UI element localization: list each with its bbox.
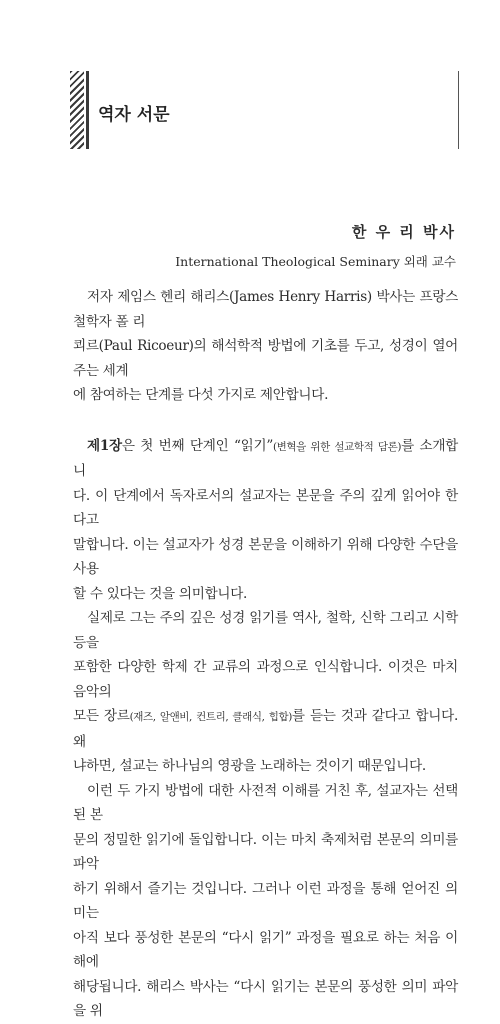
paragraph-4: 이런 두 가지 방법에 대한 사전적 이해를 거친 후, 설교자는 선택된 본 문의 정밀한 읽기에 돌입합니다. 이는 마치 축제처럼 본문의 의미를 파악 하기 위해서 즐기는 것입니다. 그러나 이런 과정을 통해 얻어진 의미는 아직 보다 풍성한 본문의 “다시 읽기” 과정을 필요로 하는 처음 이해에 해당됩니다. 해리스 박사는 “다시 읽기는 본문의 풍성한 의미 파악을 위 bbox=[73, 782, 458, 1019]
paragraph-2-subtitle: (변혁을 위한 설교학적 담론) bbox=[272, 440, 402, 453]
paragraph-2-text-b: 를 소개합니 다. 이 단계에서 독자로서의 설교자는 본문을 주의 깊게 읽어야 한다고 말합니다. 이는 설교자가 성경 본문을 이해하기 위해 다양한 수단을 사용 할 수 있다는 것을 의미합니다. bbox=[73, 437, 458, 602]
chapter-title: 역자 서문 bbox=[98, 105, 170, 125]
body-text bbox=[73, 285, 458, 1024]
author-block bbox=[175, 221, 456, 270]
decorative-bar bbox=[86, 71, 89, 149]
paragraph-2-text-a: 은 첫 번째 단계인 “읽기” bbox=[121, 437, 273, 454]
paragraph-3-genres: (재즈, 알앤비, 컨트리, 클래식, 힙합) bbox=[129, 711, 292, 723]
decorative-stripe-block bbox=[70, 71, 84, 149]
paragraph-3-text-a: 실제로 그는 주의 깊은 성경 읽기를 역사, 철학, 신학 그리고 시학 등을 포함한 다양한 학제 간 교류의 과정으로 인식합니다. 이것은 마치 음악의 모든 장르 bbox=[73, 610, 458, 724]
chapter-ref: 제1장 bbox=[87, 437, 122, 454]
paragraph-2 bbox=[73, 434, 458, 607]
author-affiliation: International Theological Seminary 외래 교수 bbox=[175, 254, 456, 269]
paragraph-3-text-b: 를 듣는 것과 같다고 합니다. 왜 냐하면, 설교는 하나님의 영광을 노래하는 것이기 때문입니다. bbox=[73, 708, 458, 774]
paragraph-3 bbox=[73, 606, 458, 779]
paragraph-1: 저자 제임스 헨리 해리스(James Henry Harris) 박사는 프랑스 철학자 폴 리 쾨르(Paul Ricoeur)의 해석학적 방법에 기초를 두고, 성경이 열어 주는 세계 에 참여하는 단계를 다섯 가지로 제안합니다. bbox=[73, 289, 458, 403]
header-rule bbox=[458, 71, 459, 149]
author-name: 한 우 리 박사 bbox=[351, 223, 456, 241]
